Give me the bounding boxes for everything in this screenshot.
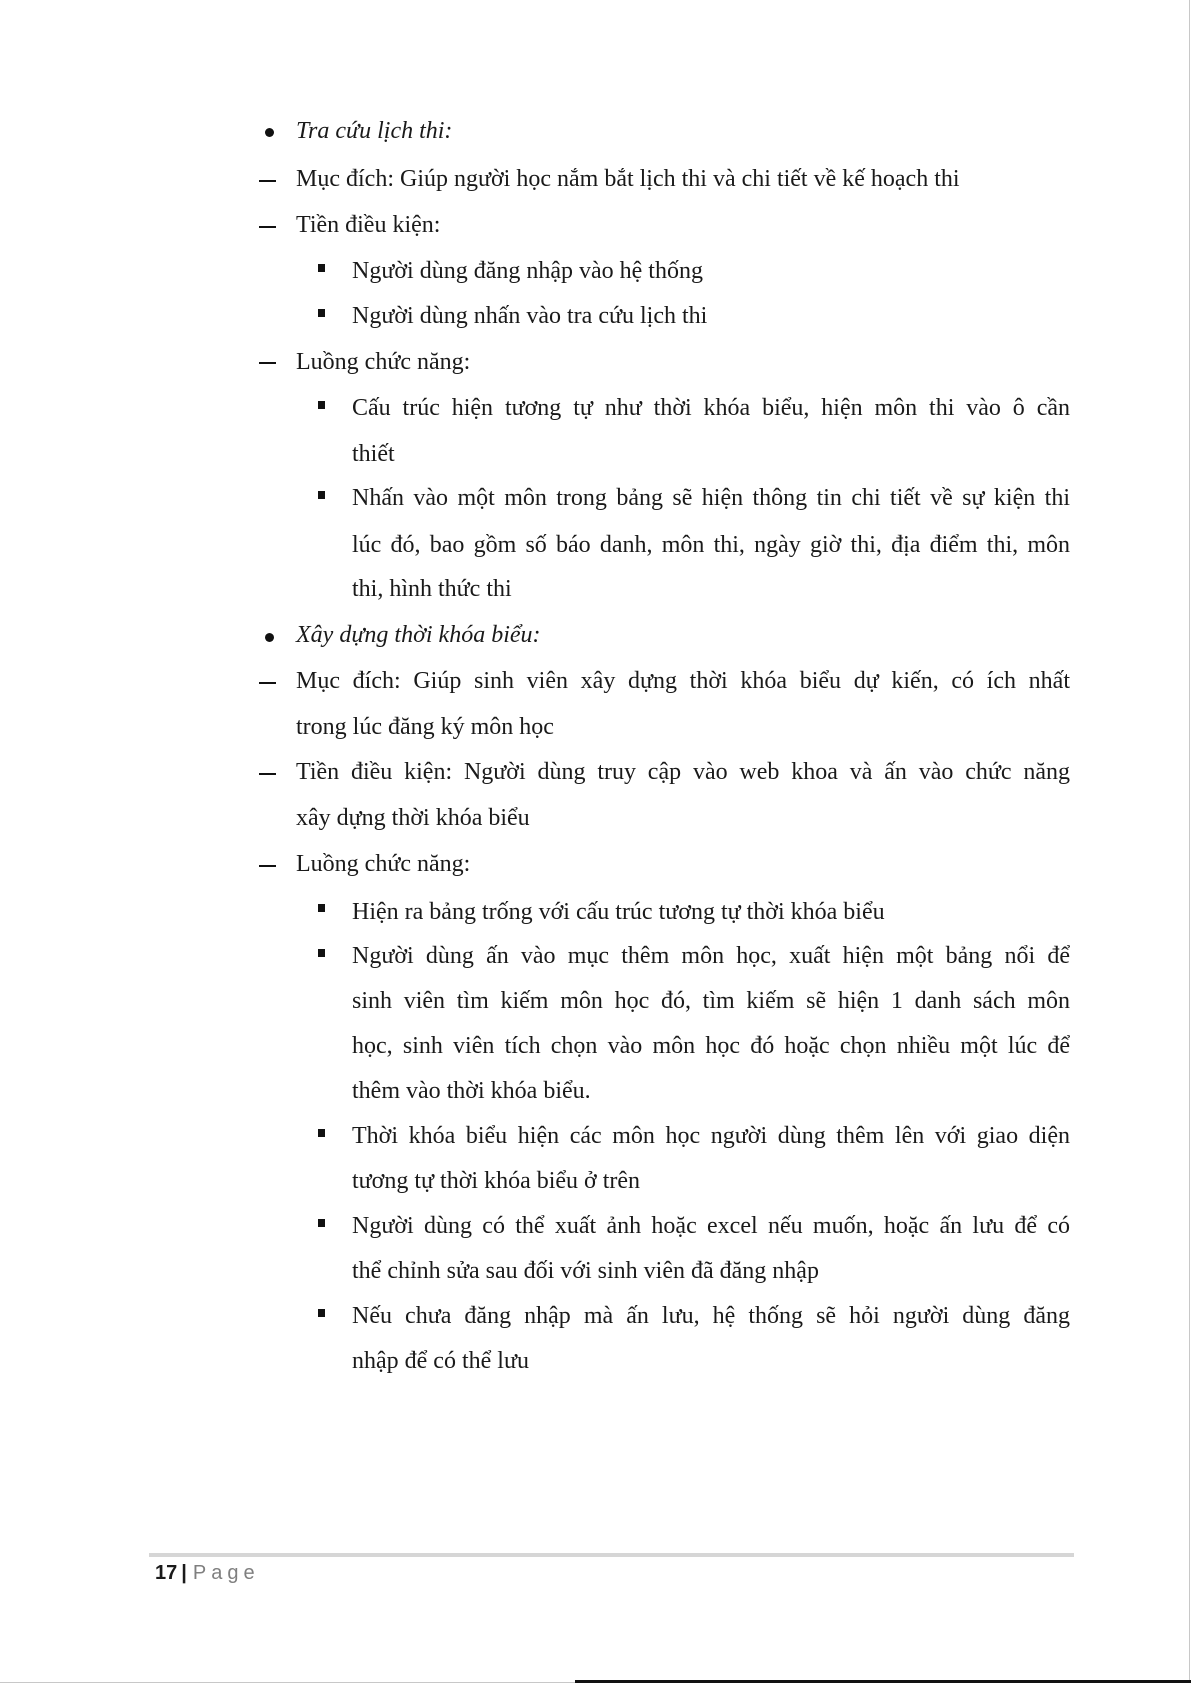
flow-item-line: Nếu chưa đăng nhập mà ấn lưu, hệ thống sẽ hỏi người dùng đăng xyxy=(352,1303,1070,1329)
dash-bullet-icon xyxy=(259,362,276,364)
dash-bullet-icon xyxy=(259,226,276,228)
dash-bullet-icon xyxy=(259,865,276,867)
square-bullet-icon xyxy=(318,904,325,912)
page-footer xyxy=(155,1560,260,1586)
flow-item-line: tương tự thời khóa biểu ở trên xyxy=(352,1168,641,1194)
flow-label: Luồng chức năng: xyxy=(296,851,471,877)
precondition-item: Người dùng nhấn vào tra cứu lịch thi xyxy=(352,303,708,329)
square-bullet-icon xyxy=(318,264,325,272)
flow-item-line: Hiện ra bảng trống với cấu trúc tương tự thời khóa biểu xyxy=(352,899,885,925)
footer-separator: | xyxy=(181,1562,187,1584)
flow-label: Luồng chức năng: xyxy=(296,349,471,375)
square-bullet-icon xyxy=(318,401,325,409)
precondition-label: Tiền điều kiện: xyxy=(296,212,441,238)
flow-item-line: thi, hình thức thi xyxy=(352,576,512,602)
purpose-text: Mục đích: Giúp người học nắm bắt lịch thi và chi tiết về kế hoạch thi xyxy=(296,166,960,192)
flow-item-line: sinh viên tìm kiếm môn học đó, tìm kiếm sẽ hiện 1 danh sách môn xyxy=(352,988,1070,1014)
bottom-edge-bar xyxy=(575,1680,1191,1683)
flow-item-line: lúc đó, bao gồm số báo danh, môn thi, ngày giờ thi, địa điểm thi, môn xyxy=(352,532,1070,558)
square-bullet-icon xyxy=(318,1309,325,1317)
square-bullet-icon xyxy=(318,949,325,957)
page-label: Page xyxy=(192,1562,260,1584)
square-bullet-icon xyxy=(318,1219,325,1227)
precondition-text: xây dựng thời khóa biểu xyxy=(296,805,530,831)
flow-item-line: Người dùng ấn vào mục thêm môn học, xuất hiện một bảng nổi để xyxy=(352,943,1070,969)
precondition-item: Người dùng đăng nhập vào hệ thống xyxy=(352,258,703,284)
flow-item-line: nhập để có thể lưu xyxy=(352,1348,529,1374)
round-bullet-icon xyxy=(265,633,274,642)
section-heading: Tra cứu lịch thi: xyxy=(296,118,453,144)
flow-item-line: thiết xyxy=(352,441,395,467)
precondition-text: Tiền điều kiện: Người dùng truy cập vào web khoa và ấn vào chức năng xyxy=(296,759,1070,785)
flow-item-line: thêm vào thời khóa biểu. xyxy=(352,1078,591,1104)
round-bullet-icon xyxy=(265,128,274,137)
flow-item-line: Nhấn vào một môn trong bảng sẽ hiện thông tin chi tiết về sự kiện thi xyxy=(352,485,1070,511)
flow-item-line: Thời khóa biểu hiện các môn học người dùng thêm lên với giao diện xyxy=(352,1123,1070,1149)
flow-item-line: Người dùng có thể xuất ảnh hoặc excel nếu muốn, hoặc ấn lưu để có xyxy=(352,1213,1070,1239)
dash-bullet-icon xyxy=(259,180,276,182)
square-bullet-icon xyxy=(318,491,325,499)
dash-bullet-icon xyxy=(259,682,276,684)
page-number: 17 xyxy=(155,1562,178,1584)
square-bullet-icon xyxy=(318,309,325,317)
footer-divider xyxy=(149,1553,1074,1557)
purpose-text: Mục đích: Giúp sinh viên xây dựng thời khóa biểu dự kiến, có ích nhất xyxy=(296,668,1070,694)
flow-item-line: thể chỉnh sửa sau đối với sinh viên đã đăng nhập xyxy=(352,1258,819,1284)
square-bullet-icon xyxy=(318,1129,325,1137)
dash-bullet-icon xyxy=(259,773,276,775)
flow-item-line: học, sinh viên tích chọn vào môn học đó hoặc chọn nhiều một lúc để xyxy=(352,1033,1070,1059)
section-heading: Xây dựng thời khóa biểu: xyxy=(296,622,541,648)
purpose-text: trong lúc đăng ký môn học xyxy=(296,714,554,740)
flow-item-line: Cấu trúc hiện tương tự như thời khóa biểu, hiện môn thi vào ô cần xyxy=(352,395,1070,421)
